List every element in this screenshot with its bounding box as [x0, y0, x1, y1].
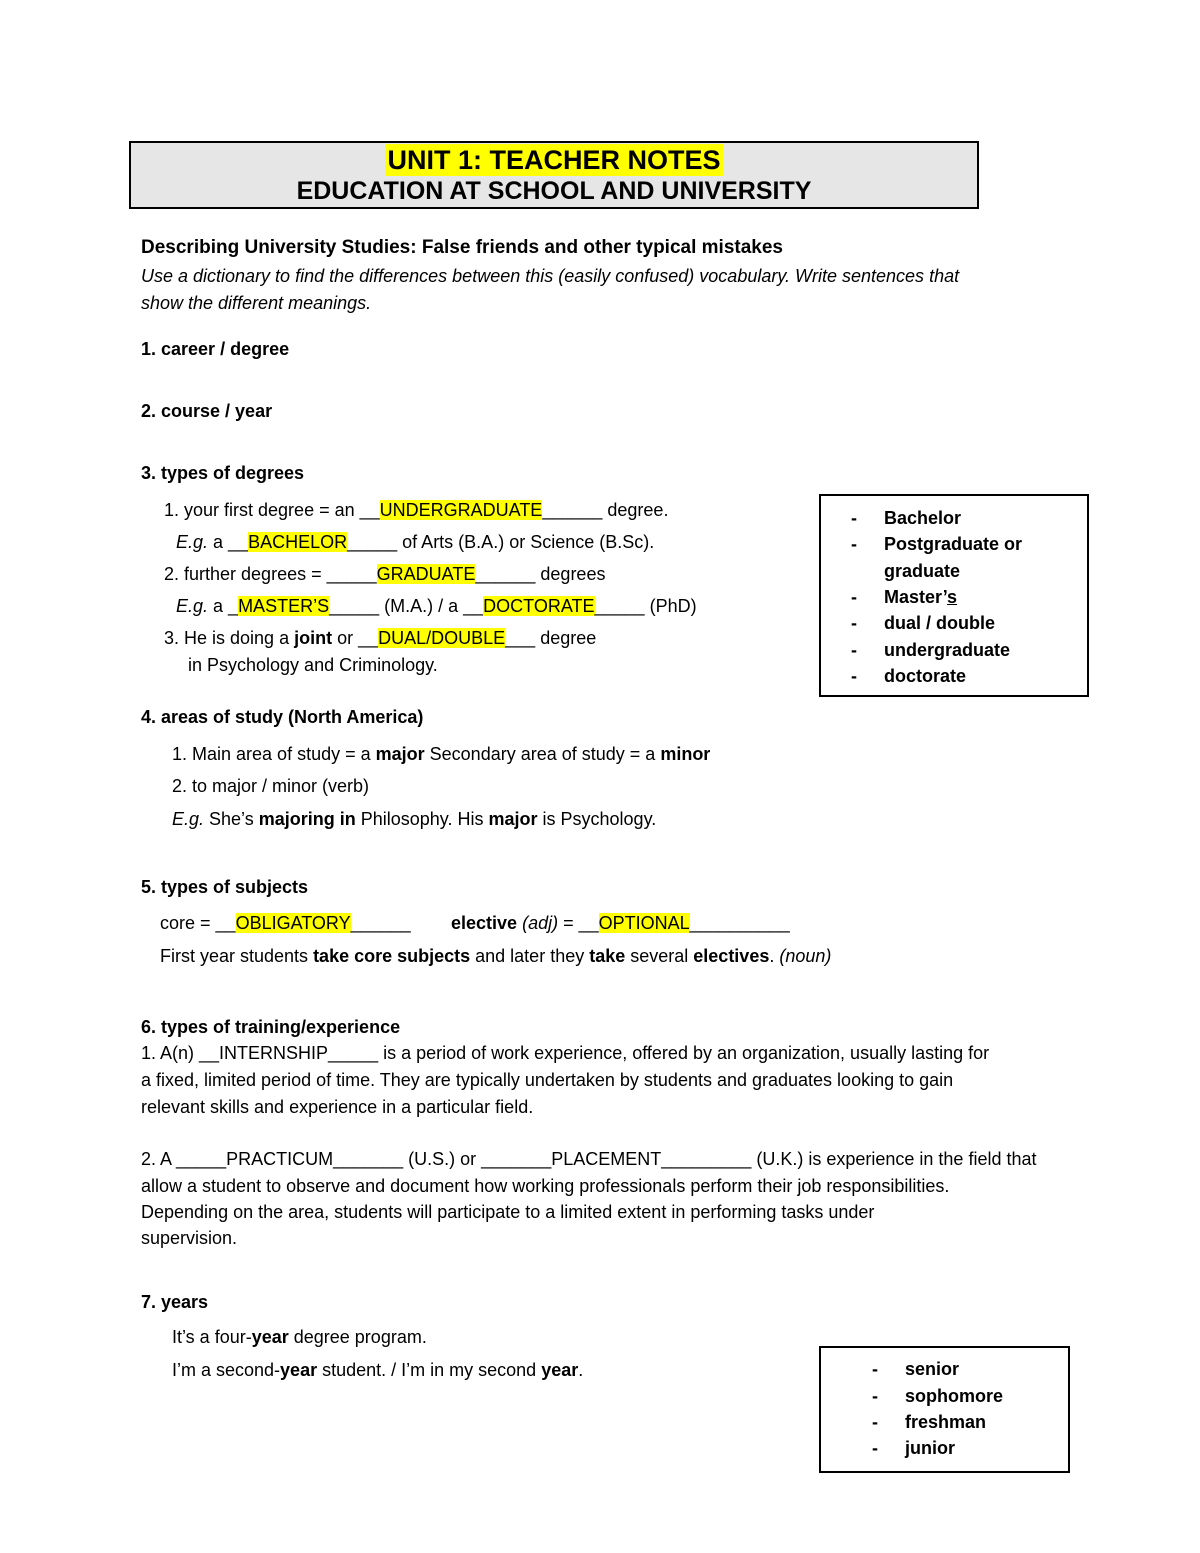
word-box-item: dual / double	[884, 613, 995, 633]
word-box-degrees: - Bachelor - Postgraduate or graduate - Master’s - dual / double - undergraduate - doctorate	[819, 494, 1089, 697]
subjects-line-1b: elective (adj) = __OPTIONAL__________	[451, 913, 790, 933]
word-box-item: junior	[905, 1438, 955, 1458]
word-box-item: freshman	[905, 1412, 987, 1432]
subjects-line-1: core = __OBLIGATORY______	[160, 913, 411, 933]
practicum-line: allow a student to observe and document how working professionals perform their job responsibilities.	[141, 1176, 950, 1196]
section-heading-7: 7. years	[141, 1292, 209, 1312]
answer-obligatory: OBLIGATORY	[235, 913, 351, 933]
years-line-1: It’s a four-year degree program.	[172, 1327, 427, 1347]
internship-line: a fixed, limited period of time. They are typically undertaken by students and graduates looking to gain	[141, 1070, 954, 1090]
word-box-years: - senior - sophomore - freshman - junior	[819, 1346, 1070, 1473]
word-box-item: doctorate	[884, 666, 967, 686]
section-heading-2: 2. course / year	[141, 401, 273, 421]
word-box-item: sophomore	[905, 1386, 1004, 1406]
word-box-item: undergraduate	[884, 640, 1011, 660]
answer-dual-double: DUAL/DOUBLE	[378, 628, 506, 648]
instruction-line: show the different meanings.	[141, 293, 372, 313]
answer-undergraduate: UNDERGRADUATE	[379, 500, 543, 520]
practicum-line: supervision.	[141, 1228, 238, 1248]
degree-line-4: E.g. a _MASTER’S_____ (M.A.) / a __DOCTORATE_____ (PhD)	[176, 596, 697, 616]
word-box-item: Bachelor	[884, 508, 962, 528]
internship-line: 1. A(n) __INTERNSHIP_____ is a period of work experience, offered by an organization, usually lasting for	[141, 1043, 990, 1063]
title-box	[129, 141, 979, 209]
section-heading-5: 5. types of subjects	[141, 877, 309, 897]
internship-line: relevant skills and experience in a particular field.	[141, 1097, 534, 1117]
degree-line-5: 3. He is doing a joint or __DUAL/DOUBLE___ degree	[164, 628, 597, 648]
years-line-2: I’m a second-year student. / I’m in my second year.	[172, 1360, 584, 1380]
section-heading-intro: Describing University Studies: False friends and other typical mistakes	[141, 237, 783, 258]
degree-line-6: in Psychology and Criminology.	[188, 655, 438, 675]
areas-line-2: 2. to major / minor (verb)	[172, 776, 370, 796]
word-box-item: senior	[905, 1359, 960, 1379]
answer-masters: MASTER’S	[238, 596, 330, 616]
unit-subtitle: EDUCATION AT SCHOOL AND UNIVERSITY	[296, 177, 812, 205]
areas-line-3: E.g. She’s majoring in Philosophy. His major is Psychology.	[172, 809, 657, 829]
degree-line-3: 2. further degrees = _____GRADUATE______ degrees	[164, 564, 606, 584]
practicum-line: 2. A _____PRACTICUM_______ (U.S.) or _______PLACEMENT_________ (U.K.) is experience in the field that	[141, 1149, 1037, 1169]
answer-doctorate: DOCTORATE	[483, 596, 595, 616]
section-heading-4: 4. areas of study (North America)	[141, 707, 424, 727]
degree-line-1: 1. your first degree = an __UNDERGRADUATE______ degree.	[164, 500, 669, 520]
section-heading-3: 3. types of degrees	[141, 463, 305, 483]
section-heading-1: 1. career / degree	[141, 339, 290, 359]
answer-optional: OPTIONAL	[598, 913, 690, 933]
instruction-line: Use a dictionary to find the differences between this (easily confused) vocabulary. Write sentences that	[141, 266, 960, 286]
degree-line-2: E.g. a __BACHELOR_____ of Arts (B.A.) or Science (B.Sc).	[176, 532, 655, 552]
answer-bachelor: BACHELOR	[248, 532, 348, 552]
word-box-item: Master’s	[884, 587, 958, 607]
practicum-line: Depending on the area, students will participate to a limited extent in performing tasks under	[141, 1202, 875, 1222]
answer-graduate: GRADUATE	[376, 564, 476, 584]
word-box-item: graduate	[884, 561, 961, 581]
subjects-line-2: First year students take core subjects and later they take several electives. (noun)	[160, 946, 832, 966]
unit-title: UNIT 1: TEACHER NOTES	[387, 145, 721, 175]
word-box-item: Postgraduate or	[884, 534, 1023, 554]
section-heading-6: 6. types of training/experience	[141, 1017, 401, 1037]
areas-line-1: 1. Main area of study = a major Secondary area of study = a minor	[172, 744, 711, 764]
